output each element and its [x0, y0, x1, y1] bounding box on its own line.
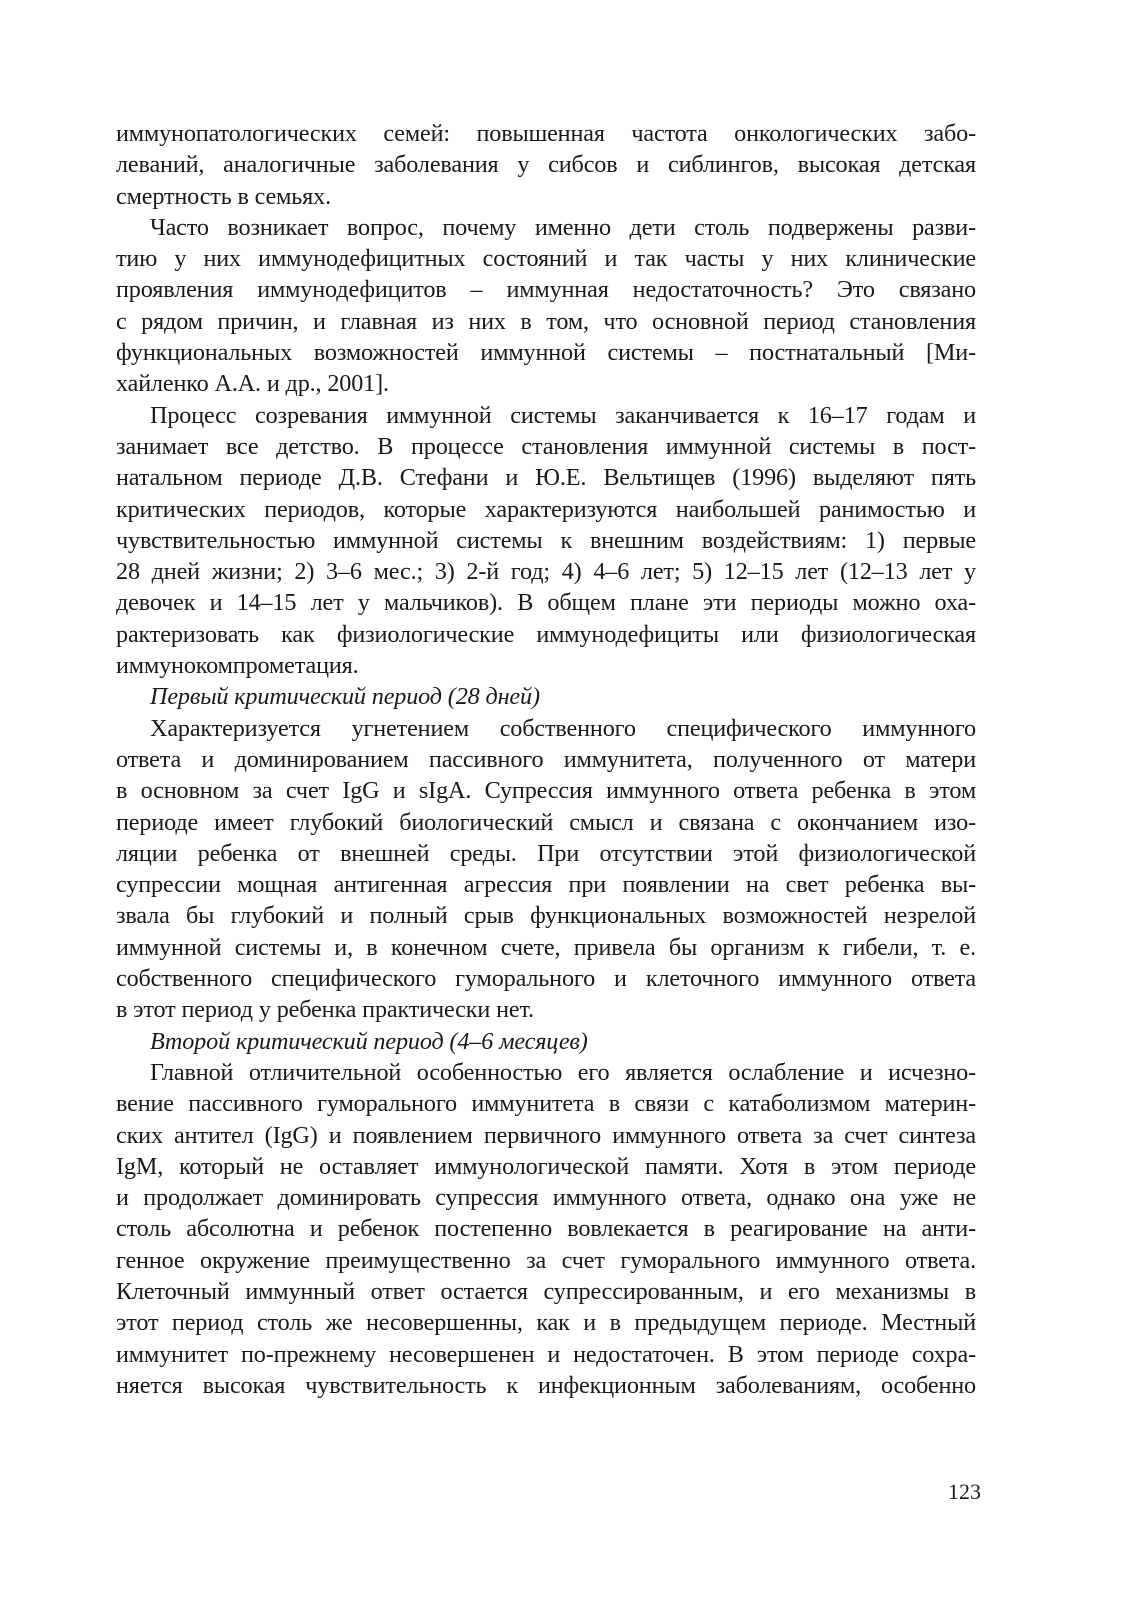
text-line: иммунопатологических семей: повышенная частота онкологических забо- [116, 120, 976, 147]
text-line: проявления иммунодефицитов – иммунная недостаточность? Это связано [116, 276, 976, 304]
text-line: чувствительностью иммунной системы к внешним воздействиям: 1) первые [116, 526, 976, 554]
text-line: периоде имеет глубокий биологический смысл и связана с окончанием изо- [116, 808, 976, 836]
text-line: с рядом причин, и главная из них в том, что основной период становления [116, 307, 976, 335]
text-line: функциональных возможностей иммунной системы – постнатальный [Ми- [116, 339, 976, 367]
text-line: генное окружение преимущественно за счет гуморального иммунного ответа. [116, 1246, 976, 1274]
text-line: иммунной системы и, в конечном счете, привела бы организм к гибели, т. е. [116, 933, 976, 961]
text-line: ляции ребенка от внешней среды. При отсутствии этой физиологической [116, 839, 976, 867]
text-line: супрессии мощная антигенная агрессия при появлении на свет ребенка вы- [116, 871, 976, 899]
text-line: Главной отличительной особенностью его является ослабление и исчезно- [150, 1058, 976, 1086]
page-body-text [116, 118, 976, 1401]
text-line: иммунитет по-прежнему несовершенен и недостаточен. В этом периоде сохра- [116, 1340, 976, 1368]
text-line: вение пассивного гуморального иммунитета в связи с катаболизмом материн- [116, 1090, 976, 1118]
text-line: Характеризуется угнетением собственного специфического иммунного [150, 714, 976, 742]
text-line: смертность в семьях. [116, 182, 331, 210]
page-number: 123 [948, 1479, 981, 1504]
text-line: в этот период у ребенка практически нет. [116, 996, 534, 1024]
text-line: столь абсолютна и ребенок постепенно вовлекается в реагирование на анти- [116, 1215, 976, 1243]
text-line: IgM, который не оставляет иммунологической памяти. Хотя в этом периоде [116, 1152, 976, 1180]
text-line: Часто возникает вопрос, почему именно дети столь подвержены разви- [150, 213, 976, 241]
text-line: ответа и доминированием пассивного иммунитета, полученного от матери [116, 745, 976, 773]
text-line: няется высокая чувствительность к инфекционным заболеваниям, особенно [116, 1371, 976, 1399]
text-line: и продолжает доминировать супрессия иммунного ответа, однако она уже не [116, 1184, 976, 1212]
text-line: критических периодов, которые характеризуются наибольшей ранимостью и [116, 495, 976, 523]
text-line: рактеризовать как физиологические иммунодефициты или физиологическая [116, 620, 976, 648]
text-line: леваний, аналогичные заболевания у сибсов и сиблингов, высокая детская [116, 151, 976, 179]
text-line: ских антител (IgG) и появлением первичного иммунного ответа за счет синтеза [116, 1121, 976, 1149]
text-line: хайленко А.А. и др., 2001]. [116, 370, 389, 398]
text-line: тию у них иммунодефицитных состояний и так часты у них клинические [116, 245, 976, 273]
text-line: натальном периоде Д.В. Стефани и Ю.Е. Вельтищев (1996) выделяют пять [116, 464, 976, 492]
text-line: девочек и 14–15 лет у мальчиков). В общем плане эти периоды можно оха- [116, 589, 976, 617]
text-line: 28 дней жизни; 2) 3–6 мес.; 3) 2-й год; 4) 4–6 лет; 5) 12–15 лет (12–13 лет у [116, 558, 976, 586]
text-line: в основном за счет IgG и sIgA. Супрессия иммунного ответа ребенка в этом [116, 777, 976, 805]
text-line: занимает все детство. В процессе становления иммунной системы в пост- [116, 432, 976, 460]
text-line: собственного специфического гуморального и клеточного иммунного ответа [116, 965, 976, 993]
text-line: Клеточный иммунный ответ остается супрессированным, и его механизмы в [116, 1277, 976, 1305]
section-heading: Первый критический период (28 дней) [150, 683, 540, 711]
text-line: иммунокомпрометация. [116, 652, 359, 680]
text-line: этот период столь же несовершенны, как и в предыдущем периоде. Местный [116, 1309, 976, 1337]
section-heading: Второй критический период (4–6 месяцев) [150, 1027, 588, 1055]
text-line: Процесс созревания иммунной системы заканчивается к 16–17 годам и [150, 401, 976, 429]
text-line: звала бы глубокий и полный срыв функциональных возможностей незрелой [116, 902, 976, 930]
